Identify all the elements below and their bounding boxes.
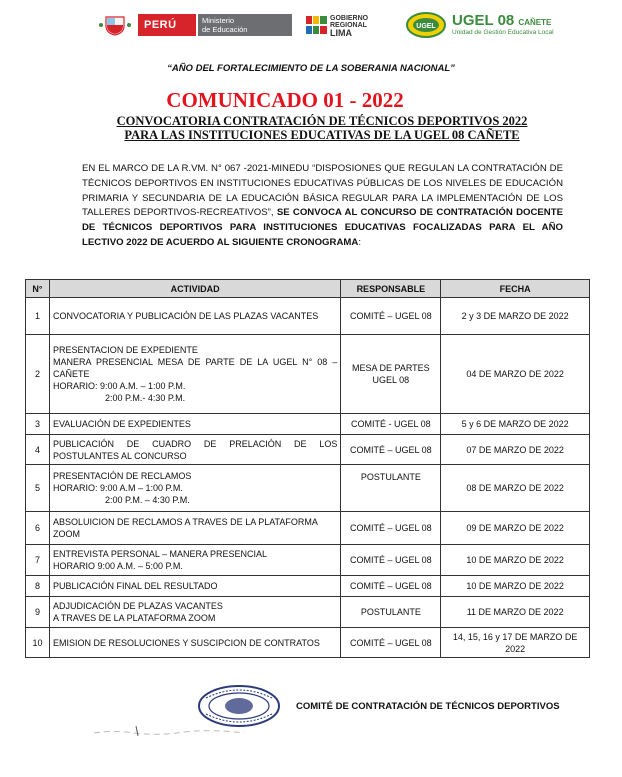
row-responsible: COMITÉ - UGEL 08 [341,414,441,435]
activity-line: EVALUACIÓN DE EXPEDIENTES [52,419,191,429]
row-responsible: COMITÉ – UGEL 08 [341,576,441,597]
row-number: 7 [26,545,50,576]
activity-line: 2:00 P.M.- 4:30 P.M. [104,393,186,403]
handwritten-signature [92,724,272,738]
row-number: 2 [26,335,50,414]
row-responsible: COMITÉ – UGEL 08 [341,298,441,335]
header-responsible: RESPONSABLE [341,280,441,298]
table-row [26,435,590,465]
row-activity [49,628,340,658]
row-date: 04 DE MARZO DE 2022 [441,335,590,414]
schedule-table [25,279,590,658]
activity-line: HORARIO: 9:00 A.M – 1:00 P.M. [52,483,183,493]
header-number: N° [26,280,50,298]
svg-text:UGEL: UGEL [416,23,436,30]
intro-bold-text: SE CONVOCA AL CONCURSO DE CONTRATACIÓN DOCENTE DE TÉCNICOS DEPORTIVOS PARA INSTITUCIONES EDUCATIVAS FOCALIZADAS PARA EL AÑO LECTIVO 2022 DE ACUERDO AL SIGUIENTE CRONOGRAMA [82,207,563,248]
row-activity [49,465,340,512]
activity-line: ABSOLUICION DE RECLAMOS A TRAVES DE LA PLATAFORMA ZOOM [52,517,318,539]
table-row [26,576,590,597]
ministry-line2: de Educación [202,25,248,34]
ministry-label [198,14,292,36]
intro-end: : [358,236,361,248]
activity-line: ENTREVISTA PERSONAL – MANERA PRESENCIAL [52,549,268,559]
intro-paragraph [82,162,563,251]
table-row [26,628,590,658]
row-date: 11 DE MARZO DE 2022 [441,597,590,628]
table-row [26,465,590,512]
row-activity [49,597,340,628]
header-date: FECHA [441,280,590,298]
row-date: 2 y 3 DE MARZO DE 2022 [441,298,590,335]
row-date: 5 y 6 DE MARZO DE 2022 [441,414,590,435]
row-responsible: COMITÉ – UGEL 08 [341,435,441,465]
row-date: 09 DE MARZO DE 2022 [441,512,590,545]
peru-minedu-logo [98,14,292,36]
subtitle-line1: CONVOCATORIA CONTRATACIÓN DE TÉCNICOS DEPORTIVOS 2022 [116,114,528,128]
activity-line: 2:00 P.M. – 4:30 P.M. [104,495,190,505]
activity-line: CONVOCATORIA Y PUBLICACIÓN DE LAS PLAZAS VACANTES [52,311,319,321]
lima-text [330,15,368,38]
table-row [26,335,590,414]
row-activity [49,435,340,465]
row-number: 9 [26,597,50,628]
committee-seal-stamp [196,684,282,728]
row-activity [49,576,340,597]
row-number: 10 [26,628,50,658]
row-date: 14, 15, 16 y 17 DE MARZO DE 2022 [441,628,590,658]
row-responsible: COMITÉ – UGEL 08 [341,545,441,576]
row-number: 6 [26,512,50,545]
row-activity [49,335,340,414]
page-title: COMUNICADO 01 - 2022 [166,88,404,112]
row-number: 5 [26,465,50,512]
row-responsible: COMITÉ – UGEL 08 [341,628,441,658]
table-row [26,512,590,545]
ugel-subtitle: Unidad de Gestión Educativa Local [452,29,554,36]
row-date: 08 DE MARZO DE 2022 [441,465,590,512]
row-number: 1 [26,298,50,335]
row-number: 8 [26,576,50,597]
row-responsible: POSTULANTE [341,597,441,628]
row-date: 10 DE MARZO DE 2022 [441,576,590,597]
activity-line: HORARIO 9:00 A.M. – 5:00 P.M. [52,561,183,571]
header-logos [98,12,578,40]
lima-line2: REGIONAL [330,22,367,29]
table-row [26,597,590,628]
activity-line: A TRAVES DE LA PLATAFORMA ZOOM [52,613,216,623]
year-motto: “AÑO DEL FORTALECIMIENTO DE LA SOBERANIA NACIONAL” [167,63,455,74]
table-header-row [26,280,590,298]
row-number: 4 [26,435,50,465]
activity-line: HORARIO: 9:00 A.M. – 1:00 P.M. [52,381,186,391]
committee-signature: COMITÉ DE CONTRATACIÓN DE TÉCNICOS DEPORTIVOS [296,701,560,712]
ugel-city: CAÑETE [518,18,552,27]
ugel-08-logo [406,12,578,40]
ugel-name [452,12,551,29]
lima-region-icon [306,16,328,34]
subtitle-line2: PARA LAS INSTITUCIONES EDUCATIVAS DE LA UGEL 08 CAÑETE [124,128,520,142]
header-activity: ACTIVIDAD [49,280,340,298]
peru-coat-of-arms-icon [98,14,132,36]
table-row [26,545,590,576]
intro-text: EN EL MARCO DE LA R.VM. N° 067 -2021-MINEDU “DISPOSIONES QUE REGULAN LA CONTRATACIÓN DE TÉCNICOS DEPORTIVOS EN INSTITUCIONES EDUCATIVAS PÚBLICAS DE LOS NIVELES DE EDUCACIÓN PRIMARIA Y SECUNDARIA DE LA EDUCACIÓN BÁSICA REGULAR PARA LA IMPLEMENTACIÓN DE LOS TALLERES DEPORTIVOS-RECREATIVOS”, [82,163,563,219]
activity-line: ADJUDICACIÓN DE PLAZAS VACANTES [52,601,223,611]
table-row [26,298,590,335]
table-row [26,414,590,435]
lima-line1: GOBIERNO [330,15,369,22]
ugel-number: UGEL 08 [452,12,515,29]
activity-line: MANERA PRESENCIAL MESA DE PARTE DE LA UGEL N° 08 – CAÑETE [52,357,338,379]
row-responsible: MESA DE PARTES UGEL 08 [341,335,441,414]
ministry-line1: Ministerio [202,16,235,25]
row-activity [49,298,340,335]
row-responsible: POSTULANTE [341,465,441,512]
peru-label: PERÚ [138,14,196,36]
subtitle [82,114,562,142]
activity-line: EMISION DE RESOLUCIONES Y SUSCIPCION DE CONTRATOS [52,637,320,648]
row-activity [49,414,340,435]
row-activity [49,545,340,576]
activity-line: PRESENTACIÓN DE RECLAMOS [52,471,192,481]
row-number: 3 [26,414,50,435]
ugel-seal-icon [406,12,446,38]
activity-line: PUBLICACIÓN DE CUADRO DE PRELACIÓN DE LOS POSTULANTES AL CONCURSO [52,438,338,461]
row-activity [49,512,340,545]
row-date: 10 DE MARZO DE 2022 [441,545,590,576]
row-date: 07 DE MARZO DE 2022 [441,435,590,465]
row-responsible: COMITÉ – UGEL 08 [341,512,441,545]
lima-line3: LIMA [330,28,352,38]
gobierno-regional-lima-logo [306,14,386,36]
activity-line: PUBLICACIÓN FINAL DEL RESULTADO [52,581,218,591]
activity-line: PRESENTACION DE EXPEDIENTE [52,345,198,355]
